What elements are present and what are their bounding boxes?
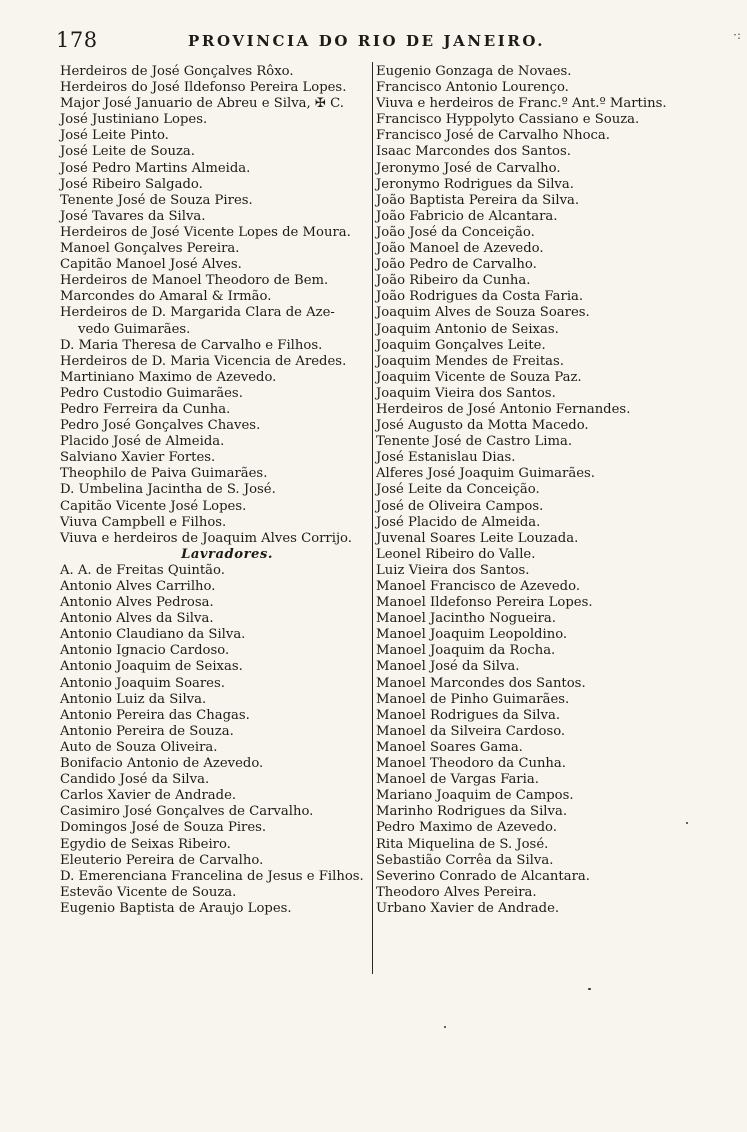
- list-item: Casimiro José Gonçalves de Carvalho.: [60, 804, 314, 820]
- list-item: Leonel Ribeiro do Valle.: [376, 546, 536, 562]
- list-item: Viuva Campbell e Filhos.: [60, 514, 227, 530]
- list-item: Tenente José de Souza Pires.: [60, 192, 253, 208]
- list-item: José Tavares da Silva.: [60, 208, 206, 224]
- list-item: Antonio Ignacio Cardoso.: [60, 643, 230, 659]
- list-item: Estevão Vicente de Souza.: [60, 884, 237, 900]
- list-item: Antonio Joaquim de Seixas.: [60, 659, 243, 675]
- list-item: João Baptista Pereira da Silva.: [376, 192, 580, 208]
- list-item: Pedro Ferreira da Cunha.: [60, 401, 231, 417]
- list-item: José Estanislau Dias.: [376, 450, 516, 466]
- list-item: José Ribeiro Salgado.: [60, 176, 203, 192]
- list-item: Manoel Joaquim da Rocha.: [376, 643, 556, 659]
- list-item: Pedro Maximo de Azevedo.: [376, 820, 557, 836]
- list-item: Joaquim Antonio de Seixas.: [376, 321, 559, 337]
- list-item: Manoel Joaquim Leopoldino.: [376, 627, 568, 643]
- list-item: Viuva e herdeiros de Franc.º Ant.º Martins.: [376, 96, 667, 112]
- ink-speck: [686, 822, 688, 824]
- list-item: Isaac Marcondes dos Santos.: [376, 144, 571, 160]
- list-item: Joaquim Vieira dos Santos.: [376, 385, 556, 401]
- list-item: Capitão Manoel José Alves.: [60, 257, 242, 273]
- list-item: Francisco Antonio Lourenço.: [376, 80, 569, 96]
- list-item: Antonio Alves da Silva.: [60, 611, 214, 627]
- list-item: João Fabricio de Alcantara.: [376, 208, 558, 224]
- list-item: Herdeiros de José Antonio Fernandes.: [376, 401, 631, 417]
- list-item: Manoel de Pinho Guimarães.: [376, 691, 570, 707]
- list-item: Manoel Ildefonso Pereira Lopes.: [376, 595, 593, 611]
- list-item: Eugenio Gonzaga de Novaes.: [376, 64, 572, 79]
- list-item: Marinho Rodrigues da Silva.: [376, 804, 568, 820]
- list-item: A. A. de Freitas Quintão.: [60, 562, 225, 578]
- ink-speck: [588, 988, 591, 990]
- list-item: Major José Januario de Abreu e Silva, ✠ C.: [60, 96, 344, 112]
- list-item: D. Maria Theresa de Carvalho e Filhos.: [60, 337, 323, 353]
- list-item: Sebastião Corrêa da Silva.: [376, 852, 554, 868]
- list-item: Domingos José de Souza Pires.: [60, 820, 267, 836]
- list-item: Herdeiros de D. Maria Vicencia de Aredes.: [60, 353, 347, 369]
- list-item: Manoel Gonçalves Pereira.: [60, 241, 240, 257]
- list-item: Antonio Claudiano da Silva.: [60, 627, 246, 643]
- list-item: Luiz Vieira dos Santos.: [376, 562, 530, 578]
- list-item: Manoel José da Silva.: [376, 659, 520, 675]
- list-item: Carlos Xavier de Andrade.: [60, 788, 237, 804]
- list-item: Antonio Pereira de Souza.: [60, 723, 234, 739]
- list-item: Francisco Hyppolyto Cassiano e Souza.: [376, 112, 640, 128]
- list-item: Manoel Marcondes dos Santos.: [376, 675, 586, 691]
- list-item: Urbano Xavier de Andrade.: [376, 900, 560, 916]
- list-item: José Augusto da Motta Macedo.: [376, 418, 589, 434]
- list-item: Joaquim Gonçalves Leite.: [376, 337, 546, 353]
- list-item: Viuva e herdeiros de Joaquim Alves Corrijo.: [60, 530, 352, 546]
- list-item: Alferes José Joaquim Guimarães.: [376, 466, 595, 482]
- list-item: Manoel Theodoro da Cunha.: [376, 756, 566, 772]
- list-item: Manoel da Silveira Cardoso.: [376, 723, 566, 739]
- list-item: Antonio Alves Carrilho.: [60, 579, 216, 594]
- list-item: João Rodrigues da Costa Faria.: [376, 289, 584, 305]
- list-item: Herdeiros de D. Margarida Clara de Aze-: [60, 305, 335, 321]
- list-item: Tenente José de Castro Lima.: [376, 434, 573, 450]
- list-item: Bonifacio Antonio de Azevedo.: [60, 756, 264, 772]
- margin-mark: ·:: [733, 28, 741, 42]
- list-item: João José da Conceição.: [376, 224, 535, 240]
- list-item: Joaquim Alves de Souza Soares.: [376, 305, 590, 321]
- page-header: [56, 28, 676, 54]
- list-item: Manoel Francisco de Azevedo.: [376, 579, 581, 594]
- section-heading: Lavradores.: [181, 546, 273, 562]
- list-item: Pedro Custodio Guimarães.: [60, 385, 243, 401]
- list-item: José Pedro Martins Almeida.: [60, 160, 251, 176]
- list-item: João Manoel de Azevedo.: [376, 241, 544, 257]
- list-item: Theophilo de Paiva Guimarães.: [60, 466, 268, 482]
- list-item: Antonio Luiz da Silva.: [60, 691, 207, 707]
- list-item: Jeronymo José de Carvalho.: [376, 160, 561, 176]
- list-item: Herdeiros de José Vicente Lopes de Moura.: [60, 224, 351, 240]
- list-item: Severino Conrado de Alcantara.: [376, 868, 590, 884]
- list-item: Pedro José Gonçalves Chaves.: [60, 418, 261, 434]
- list-item: Jeronymo Rodrigues da Silva.: [376, 176, 574, 192]
- list-item: Martiniano Maximo de Azevedo.: [60, 369, 277, 385]
- list-item: Rita Miquelina de S. José.: [376, 836, 549, 852]
- list-item: José Placido de Almeida.: [376, 514, 541, 530]
- list-item: Manoel de Vargas Faria.: [376, 772, 539, 788]
- list-item: Antonio Alves Pedrosa.: [60, 595, 214, 611]
- list-item: José Justiniano Lopes.: [60, 112, 208, 128]
- list-item: Manoel Jacintho Nogueira.: [376, 611, 556, 627]
- list-item: Marcondes do Amaral & Irmão.: [60, 289, 272, 305]
- list-item: Francisco José de Carvalho Nhoca.: [376, 128, 610, 144]
- list-item: João Ribeiro da Cunha.: [376, 273, 531, 289]
- list-item: Joaquim Mendes de Freitas.: [376, 353, 564, 369]
- list-item-continuation: vedo Guimarães.: [78, 321, 191, 337]
- list-item: Herdeiros de Manoel Theodoro de Bem.: [60, 273, 329, 289]
- list-item: D. Emerenciana Francelina de Jesus e Filhos.: [60, 868, 364, 884]
- list-item: João Pedro de Carvalho.: [376, 257, 537, 273]
- list-item: Candido José da Silva.: [60, 772, 210, 788]
- column-divider: [372, 62, 373, 974]
- list-item: Theodoro Alves Pereira.: [376, 884, 537, 900]
- page-number: 178: [56, 28, 98, 52]
- running-title: PROVINCIA DO RIO DE JANEIRO.: [188, 32, 546, 50]
- list-item: José Leite Pinto.: [60, 128, 169, 144]
- list-item: Joaquim Vicente de Souza Paz.: [376, 369, 582, 385]
- list-item: José Leite de Souza.: [60, 144, 195, 160]
- left-column: [60, 64, 370, 917]
- list-item: Mariano Joaquim de Campos.: [376, 788, 574, 804]
- list-item: D. Umbelina Jacintha de S. José.: [60, 482, 276, 498]
- list-item: Juvenal Soares Leite Louzada.: [376, 530, 579, 546]
- list-item: Herdeiros do José Ildefonso Pereira Lopes.: [60, 80, 347, 96]
- list-item: Manoel Rodrigues da Silva.: [376, 707, 561, 723]
- list-item: Manoel Soares Gama.: [376, 739, 523, 755]
- list-item: Placido José de Almeida.: [60, 434, 225, 450]
- list-item: Herdeiros de José Gonçalves Rôxo.: [60, 64, 294, 79]
- list-item: José Leite da Conceição.: [376, 482, 540, 498]
- list-item: Capitão Vicente José Lopes.: [60, 498, 247, 514]
- list-item: José de Oliveira Campos.: [376, 498, 544, 514]
- list-item: Antonio Joaquim Soares.: [60, 675, 225, 691]
- right-column: [376, 64, 736, 917]
- list-item: Eugenio Baptista de Araujo Lopes.: [60, 900, 292, 916]
- list-item: Antonio Pereira das Chagas.: [60, 707, 250, 723]
- list-item: Eleuterio Pereira de Carvalho.: [60, 852, 264, 868]
- list-item: Egydio de Seixas Ribeiro.: [60, 836, 231, 852]
- ink-speck: [444, 1026, 446, 1028]
- list-item: Auto de Souza Oliveira.: [60, 739, 218, 755]
- list-item: Salviano Xavier Fortes.: [60, 450, 216, 466]
